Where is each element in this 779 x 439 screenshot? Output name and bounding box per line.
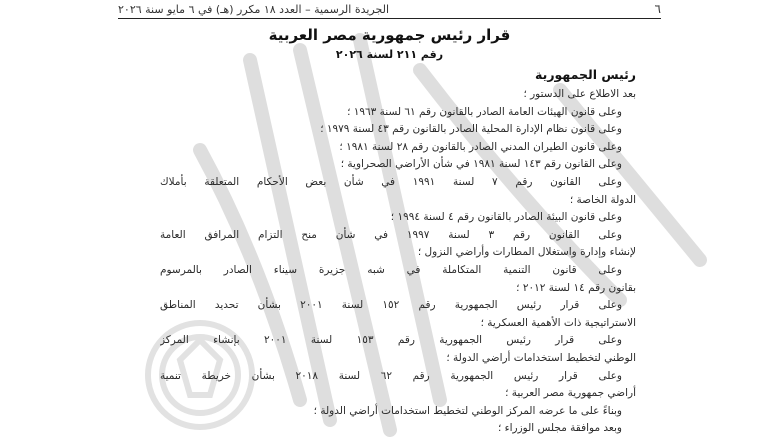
decree-body	[160, 64, 636, 438]
page-number: ٦	[654, 2, 661, 16]
body-line: لإنشاء وإدارة واستغلال المطارات وأراضي النزول ؛	[417, 246, 636, 259]
gazette-header	[118, 0, 661, 19]
body-line: وبناءً على ما عرضه المركز الوطني لتخطيط استخدامات أراضي الدولة ؛	[313, 404, 622, 417]
decree-number: رقم ٢١١ لسنة ٢٠٢٦	[335, 48, 444, 61]
body-line: الاستراتيجية ذات الأهمية العسكرية ؛	[480, 316, 636, 329]
body-line: وعلى قانون الهيئات العامة الصادر بالقانون رقم ٦١ لسنة ١٩٦٣ ؛	[347, 105, 622, 118]
gazette-issue-text: الجريدة الرسمية – العدد ١٨ مكرر (هـ) في ٦ مايو سنة ٢٠٢٦	[118, 2, 390, 16]
body-line: الدولة الخاصة ؛	[569, 193, 636, 206]
decree-title: قرار رئيس جمهورية مصر العربية	[268, 26, 511, 44]
body-line: وعلى قرار رئيس الجمهورية رقم ١٥٢ لسنة ٢٠٠١ بشأن تحديد المناطق	[160, 299, 623, 312]
body-line: وبعد موافقة مجلس الوزراء ؛	[498, 422, 622, 435]
body-line: بقانون رقم ١٤ لسنة ٢٠١٢ ؛	[516, 281, 636, 294]
body-line: وعلى قانون نظام الإدارة المحلية الصادر بالقانون رقم ٤٣ لسنة ١٩٧٩ ؛	[320, 123, 622, 136]
body-line: بعد الاطلاع على الدستور ؛	[523, 88, 636, 100]
body-line: الوطني لتخطيط استخدامات أراضي الدولة ؛	[446, 351, 636, 364]
body-line: وعلى قانون الطيران المدني الصادر بالقانون رقم ٢٨ لسنة ١٩٨١ ؛	[339, 140, 622, 153]
body-line: وعلى قانون البيئة الصادر بالقانون رقم ٤ لسنة ١٩٩٤ ؛	[390, 211, 622, 224]
body-line: وعلى قرار رئيس الجمهورية رقم ٦٢ لسنة ٢٠١٨ بشأن خريطة تنمية	[160, 369, 623, 382]
body-line: وعلى قرار رئيس الجمهورية رقم ١٥٣ لسنة ٢٠٠١ بإنشاء المركز	[160, 334, 622, 347]
body-line: وعلى القانون رقم ٣ لسنة ١٩٩٧ في شأن منح التزام المرافق العامة	[160, 228, 622, 241]
body-line: وعلى القانون رقم ١٤٣ لسنة ١٩٨١ في شأن الأراضي الصحراوية ؛	[340, 158, 622, 171]
president-label: رئيس الجمهورية	[535, 67, 636, 82]
body-line: أراضي جمهورية مصر العربية ؛	[505, 387, 636, 400]
body-line: وعلى قانون التنمية المتكاملة في شبه جزيرة سيناء الصادر بالمرسوم	[160, 263, 622, 276]
body-line: وعلى القانون رقم ٧ لسنة ١٩٩١ في شأن بعض الأحكام المتعلقة بأملاك	[160, 175, 622, 188]
